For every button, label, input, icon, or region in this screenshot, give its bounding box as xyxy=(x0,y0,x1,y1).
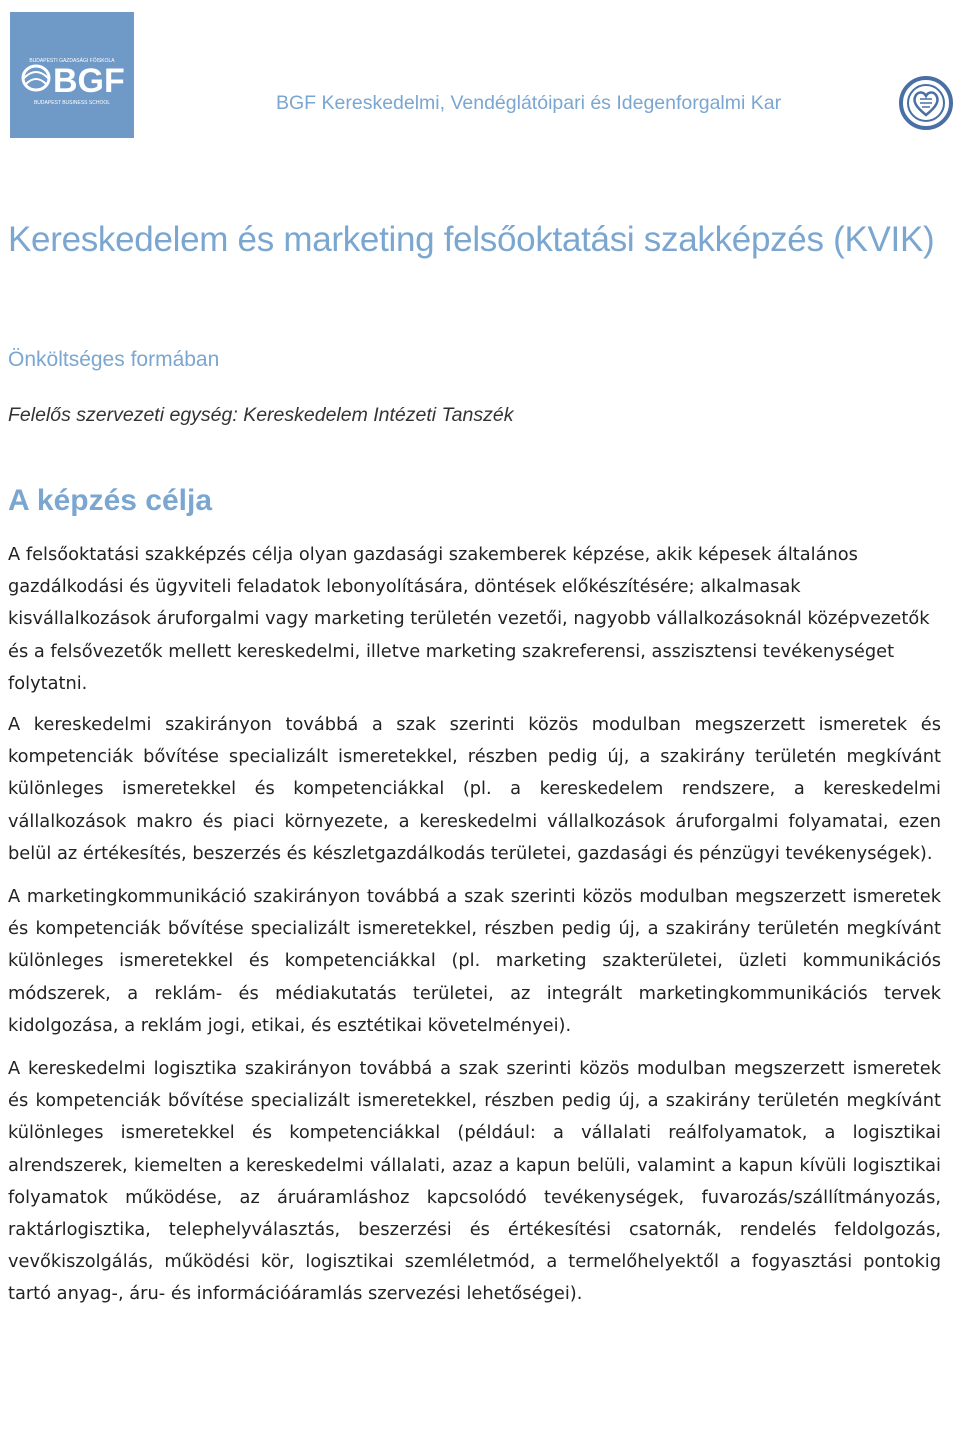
paragraph: A felsőoktatási szakképzés célja olyan gazdasági szakemberek képzése, akik képesek általános gazdálkodási és ügyviteli feladatok lebonyolítására, döntések előkészítésére; alkalmasak kisvállalkozások áruforgalmi vagy marketing területén vezetői, nagyobb vállalkozásoknál középvezetők és a felsővezetők mellett kereskedelmi, illetve marketing szakreferensi, asszisztensi tevékenységet folytatni. xyxy=(8,544,930,694)
logo-small-bottom: BUDAPEST BUSINESS SCHOOL xyxy=(33,100,111,106)
page-header xyxy=(0,0,960,150)
paragraph: A marketingkommunikáció szakirányon továbbá a szak szerinti közös modulban megszerzett ismeretek és kompetenciák bővítése specializált ismeretekkel, részben pedig új, a szakirány területén megkívánt különleges ismeretekkel és kompetenciákkal (pl. marketing szakterületei, üzleti kommunikációs módszerek, a reklám- és médiakutatás területei, az integrált marketingkommunikációs tervek kidolgozása, a reklám jogi, etikai, és esztétikai követelményei). xyxy=(8,886,941,1036)
responsible-unit: Felelős szervezeti egység: Kereskedelem Intézeti Tanszék xyxy=(8,404,514,426)
page-subtitle: Önköltséges formában xyxy=(8,348,220,371)
faculty-name: BGF Kereskedelmi, Vendéglátóipari és Idegenforgalmi Kar xyxy=(276,92,782,114)
paragraph: A kereskedelmi szakirányon továbbá a szak szerinti közös modulban megszerzett ismeretek és kompetenciák bővítése specializált ismeretekkel, részben pedig új, a szakirány területén megkívánt különleges ismeretekkel és kompetenciákkal (pl. a kereskedelem rendszere, a kereskedelmi vállalkozások makro és piaci környezete, a kereskedelmi vállalkozások áruforgalmi folyamatai, ezen belül az értékesítés, beszerzés és készletgazdálkodás területei, gazdasági és pénzügyi tevékenységek). xyxy=(8,714,941,864)
logo-text: BGF xyxy=(53,62,125,100)
institution-seal-icon xyxy=(898,75,954,131)
page-title: Kereskedelem és marketing felsőoktatási szakképzés (KVIK) xyxy=(8,220,935,259)
section-heading: A képzés célja xyxy=(8,484,213,517)
logo-small-top: BUDAPESTI GAZDASÁGI FŐISKOLA xyxy=(29,58,115,64)
body-text xyxy=(8,539,941,1322)
paragraph: A kereskedelmi logisztika szakirányon továbbá a szak szerinti közös modulban megszerzett ismeretek és kompetenciák bővítése specializált ismeretekkel, részben pedig új, a szakirány területén megkívánt különleges ismeretekkel és kompetenciákkal (például: a vállalati reálfolyamatok, a logisztikai alrendszerek, kiemelten a kereskedelmi vállalati, azaz a kapun belüli, valamint a kapun kívüli logisztikai folyamatok működése, az áruáramláshoz kapcsolódó tevékenységek, fuvarozás/szállítmányozás, raktárlogisztika, telephelyválasztás, beszerzési és értékesítési csatornák, rendelés feldolgozás, vevőkiszolgálás, működési kör, logisztikai szemléletmód, a termelőhelyektől a fogyasztási pontokig tartó anyag-, áru- és információáramlás szervezési lehetőségei). xyxy=(8,1058,941,1305)
bgf-logo xyxy=(10,12,134,138)
